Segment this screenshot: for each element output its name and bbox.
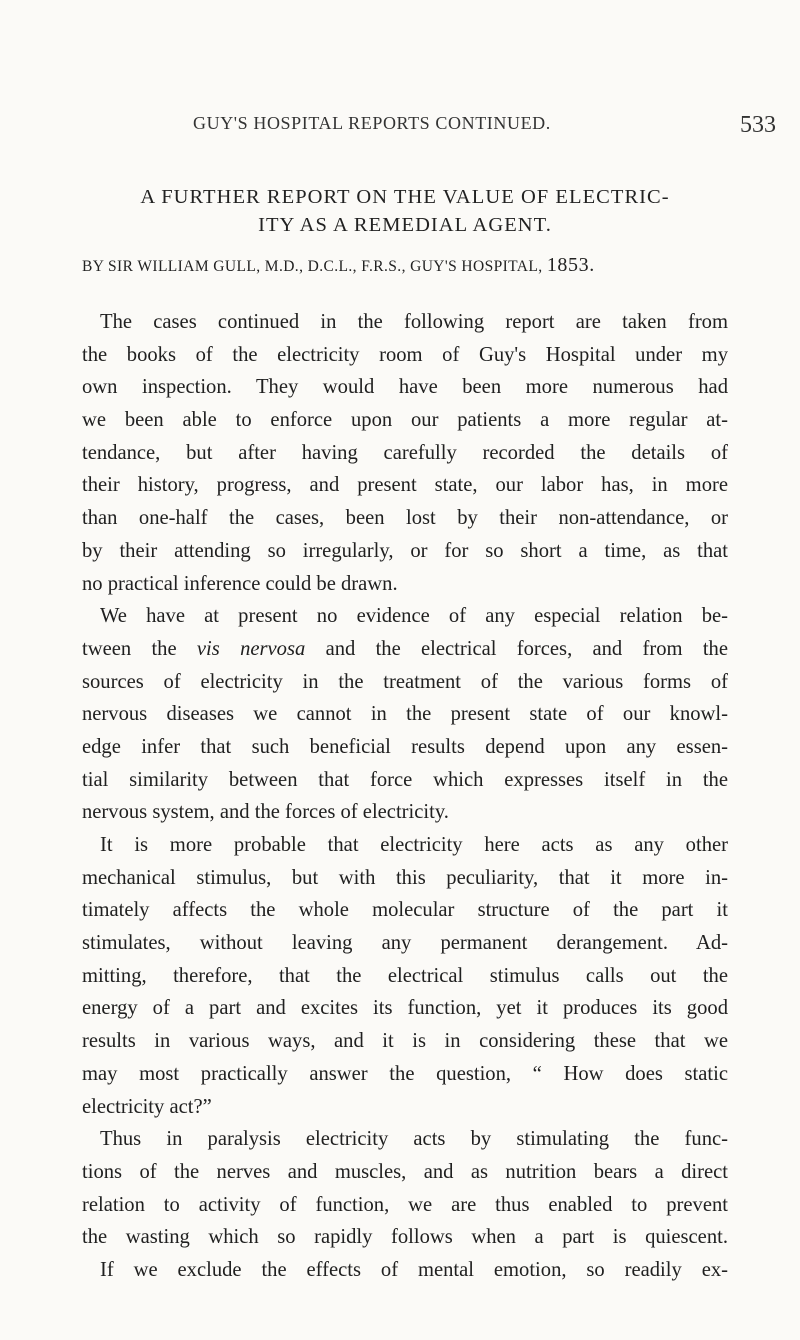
- text-line: timately affects the whole molecular structure of the part it: [82, 899, 728, 922]
- byline-year: 1853.: [546, 254, 595, 276]
- text-line: stimulates, without leaving any permanent derangement. Ad-: [82, 932, 728, 955]
- running-title: GUY'S HOSPITAL REPORTS CONTINUED.: [193, 113, 551, 133]
- text-line: We have at present no evidence of any especial relation be-: [100, 605, 728, 628]
- italic-phrase: vis nervosa: [196, 637, 306, 660]
- page-number: 533: [740, 112, 776, 138]
- text-line: electricity act?”: [82, 1095, 212, 1118]
- text-line: nervous system, and the forces of electricity.: [82, 801, 449, 824]
- text-segment: and the electrical forces, and from the: [305, 637, 728, 660]
- text-line: results in various ways, and it is in considering these that we: [82, 1030, 728, 1053]
- text-line: the wasting which so rapidly follows when a part is quiescent.: [82, 1226, 728, 1249]
- text-line: we been able to enforce upon our patients a more regular at-: [82, 409, 728, 432]
- text-line: mitting, therefore, that the electrical stimulus calls out the: [82, 964, 728, 987]
- text-segment: tween the: [82, 637, 197, 660]
- text-line: edge infer that such beneficial results depend upon any essen-: [82, 735, 728, 758]
- text-line: nervous diseases we cannot in the present state of our knowl-: [82, 703, 728, 726]
- article-title-line-2: ITY AS A REMEDIAL AGENT.: [258, 214, 552, 236]
- text-line: Thus in paralysis electricity acts by stimulating the func-: [100, 1128, 728, 1151]
- text-line: their history, progress, and present state, our labor has, in more: [82, 474, 728, 497]
- body-text: [82, 306, 728, 1287]
- text-line: own inspection. They would have been more numerous had: [82, 376, 728, 399]
- text-line: The cases continued in the following report are taken from: [100, 311, 728, 333]
- running-head: [160, 112, 776, 145]
- text-line: tions of the nerves and muscles, and as nutrition bears a direct: [82, 1160, 728, 1183]
- text-line: tial similarity between that force which expresses itself in the: [82, 768, 728, 791]
- text-line: tendance, but after having carefully recorded the details of: [82, 441, 728, 464]
- article-title: [82, 183, 728, 239]
- text-line: may most practically answer the question, “ How does static: [82, 1062, 728, 1085]
- byline: [82, 254, 762, 277]
- text-line: energy of a part and excites its function, yet it produces its good: [82, 997, 728, 1020]
- text-line: mechanical stimulus, but with this peculiarity, that it more in-: [82, 866, 728, 889]
- text-line: by their attending so irregularly, or for so short a time, as that: [82, 539, 728, 562]
- text-line: sources of electricity in the treatment of the various forms of: [82, 670, 728, 693]
- text-line-mixed: [82, 633, 728, 666]
- text-line: If we exclude the effects of mental emotion, so readily ex-: [100, 1258, 728, 1281]
- text-line: than one-half the cases, been lost by their non-attendance, or: [82, 507, 728, 530]
- text-line: the books of the electricity room of Guy's Hospital under my: [82, 343, 728, 366]
- article-title-line-1: A FURTHER REPORT ON THE VALUE OF ELECTRIC-: [140, 186, 670, 208]
- byline-author: BY SIR WILLIAM GULL, M.D., D.C.L., F.R.S., GUY'S HOSPITAL,: [82, 258, 543, 275]
- text-line: It is more probable that electricity here acts as any other: [100, 834, 728, 856]
- text-line: no practical inference could be drawn.: [82, 572, 398, 595]
- text-line: relation to activity of function, we are thus enabled to prevent: [82, 1193, 728, 1216]
